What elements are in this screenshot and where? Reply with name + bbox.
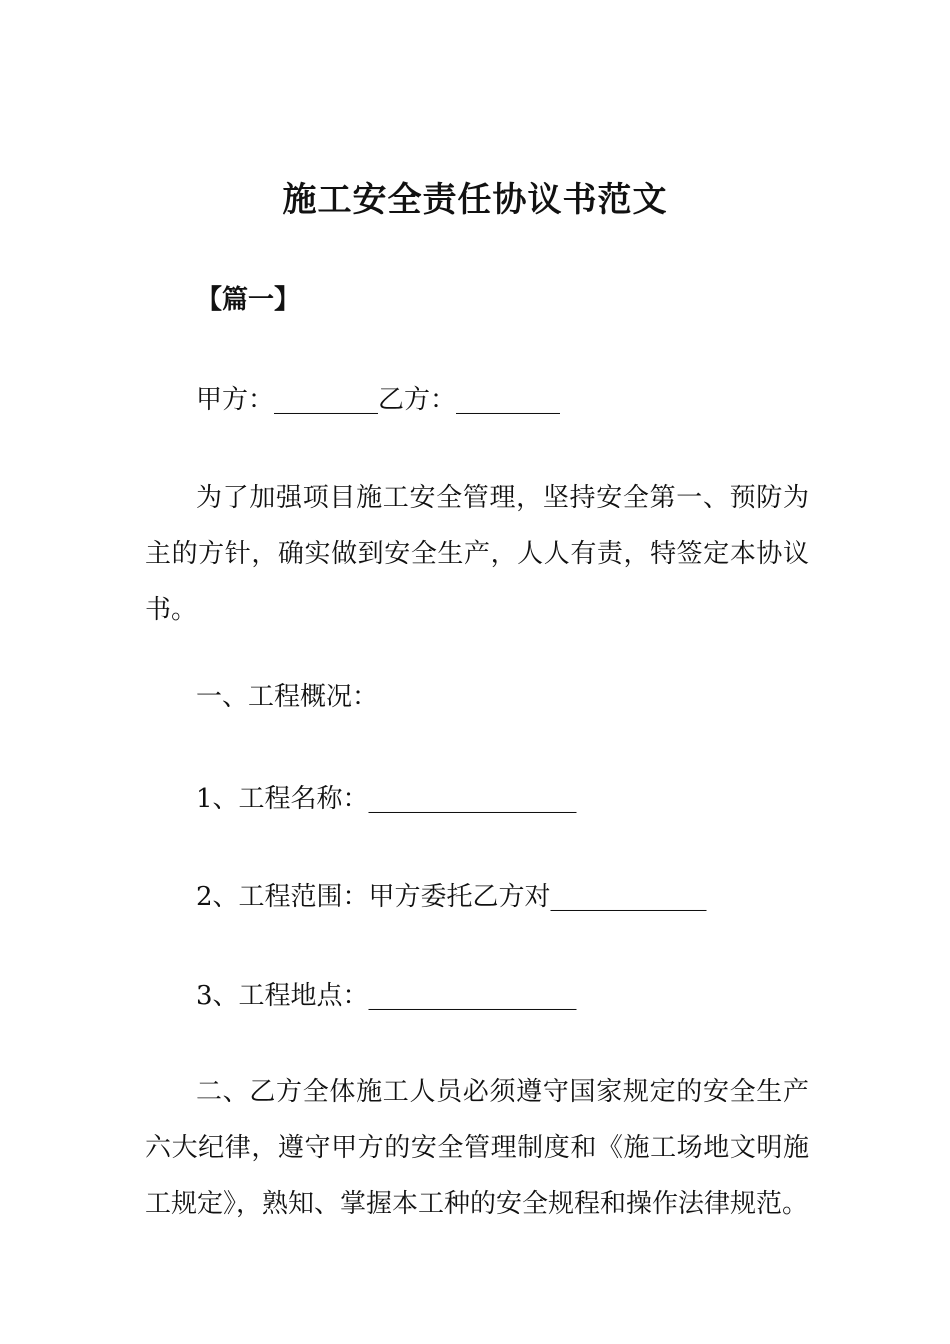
- clause-two-paragraph: 二、乙方全体施工人员必须遵守国家规定的安全生产六大纪律，遵守甲方的安全管理制度和《施工场地文明施工规定》，熟知、掌握本工种的安全规程和操作法律规范。: [145, 1077, 809, 1219]
- parties-line: 甲方：________乙方：________: [196, 385, 561, 415]
- intro-paragraph: 为了加强项目施工安全管理，坚持安全第一、预防为主的方针，确实做到安全生产，人人有责，特签定本协议书。: [145, 483, 809, 625]
- section-tag: 【篇一】: [196, 285, 301, 315]
- item-project-scope: 2、工程范围：甲方委托乙方对____________: [196, 882, 707, 912]
- item-project-name: 1、工程名称：________________: [196, 784, 577, 814]
- item-project-location: 3、工程地点：________________: [196, 981, 577, 1011]
- document-title: 施工安全责任协议书范文: [282, 180, 668, 220]
- heading-project-overview: 一、工程概况：: [196, 682, 379, 712]
